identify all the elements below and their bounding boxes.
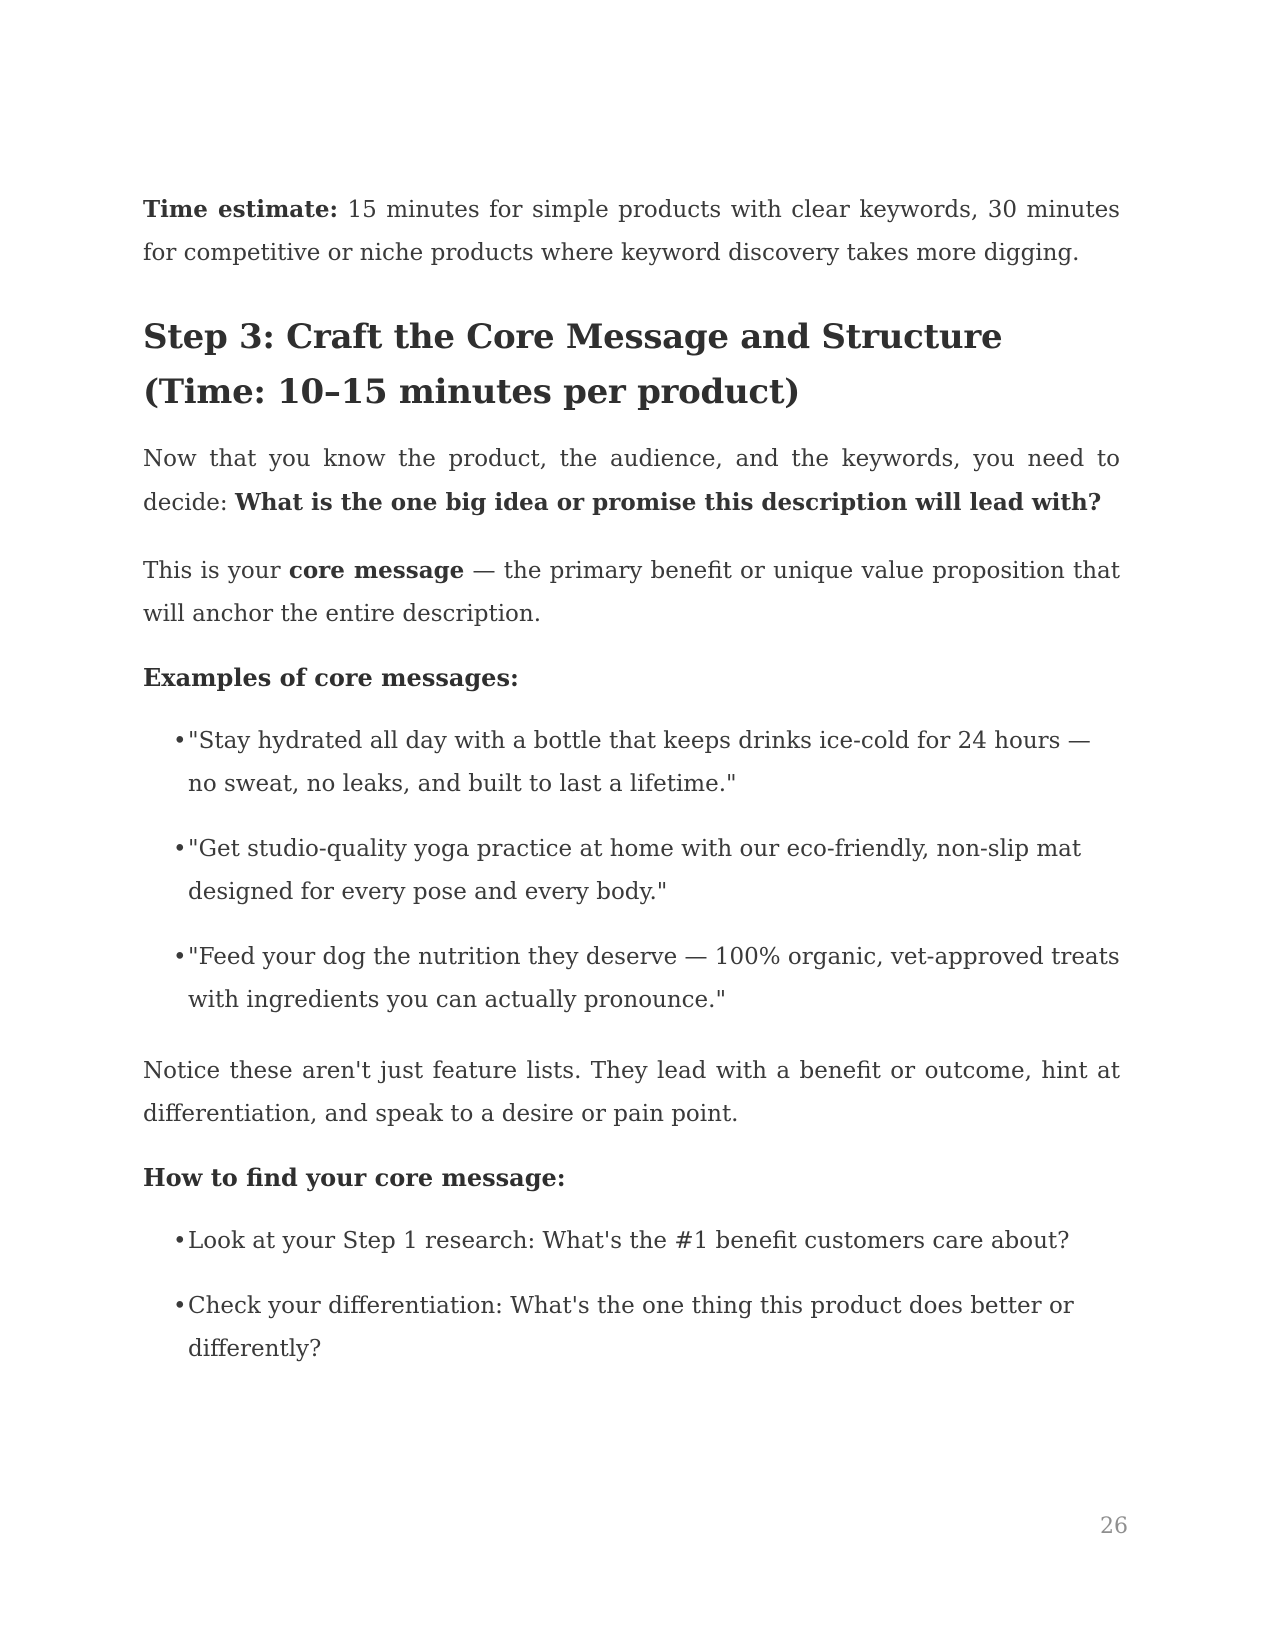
time-estimate-label: Time estimate: bbox=[143, 196, 338, 223]
list-item-example-yoga: • "Get studio-quality yoga practice at home with our eco-friendly, non-slip mat designed for every pose and every body." bbox=[143, 828, 1120, 914]
paragraph-intro bbox=[143, 438, 1120, 525]
list-item-step1-research: • Look at your Step 1 research: What's the #1 benefit customers care about? bbox=[143, 1220, 1120, 1263]
time-estimate-text: 15 minutes for simple products with clear keywords, 30 minutes for competitive or niche products where keyword discovery takes more digging. bbox=[143, 197, 1120, 266]
how-to-find-heading: How to find your core message: bbox=[143, 1163, 566, 1192]
step-3-heading: Step 3: Craft the Core Message and Structure (Time: 10–15 minutes per product) bbox=[143, 317, 1003, 412]
core-message-term: core message bbox=[288, 557, 465, 584]
intro-question: What is the one big idea or promise this description will lead with? bbox=[234, 489, 1102, 516]
examples-heading: Examples of core messages: bbox=[143, 663, 519, 692]
examples-list bbox=[143, 720, 1120, 1022]
paragraph-core-message bbox=[143, 549, 1120, 636]
page-number: 26 bbox=[1100, 1514, 1128, 1539]
how-to-find-list bbox=[143, 1220, 1120, 1371]
core-message-post: — the primary benefit or unique value proposition that will anchor the entire description. bbox=[143, 558, 1120, 627]
intro-text: Now that you know the product, the audience, and the keywords, you need to decide: bbox=[143, 446, 1120, 516]
list-item-example-dog: • "Feed your dog the nutrition they deserve — 100% organic, vet-approved treats with ingredients you can actually pronounce." bbox=[143, 936, 1120, 1022]
list-item-differentiation: • Check your differentiation: What's the one thing this product does better or differently? bbox=[143, 1285, 1120, 1371]
core-message-pre: This is your bbox=[143, 558, 289, 584]
paragraph-time-estimate bbox=[143, 188, 1120, 275]
list-item-example-hydrated: • "Stay hydrated all day with a bottle that keeps drinks ice-cold for 24 hours — no sweat, no leaks, and built to last a lifetime." bbox=[143, 720, 1120, 806]
paragraph-notice: Notice these aren't just feature lists. They lead with a benefit or outcome, hint at differentiation, and speak to a desire or pain point. bbox=[143, 1058, 1120, 1127]
